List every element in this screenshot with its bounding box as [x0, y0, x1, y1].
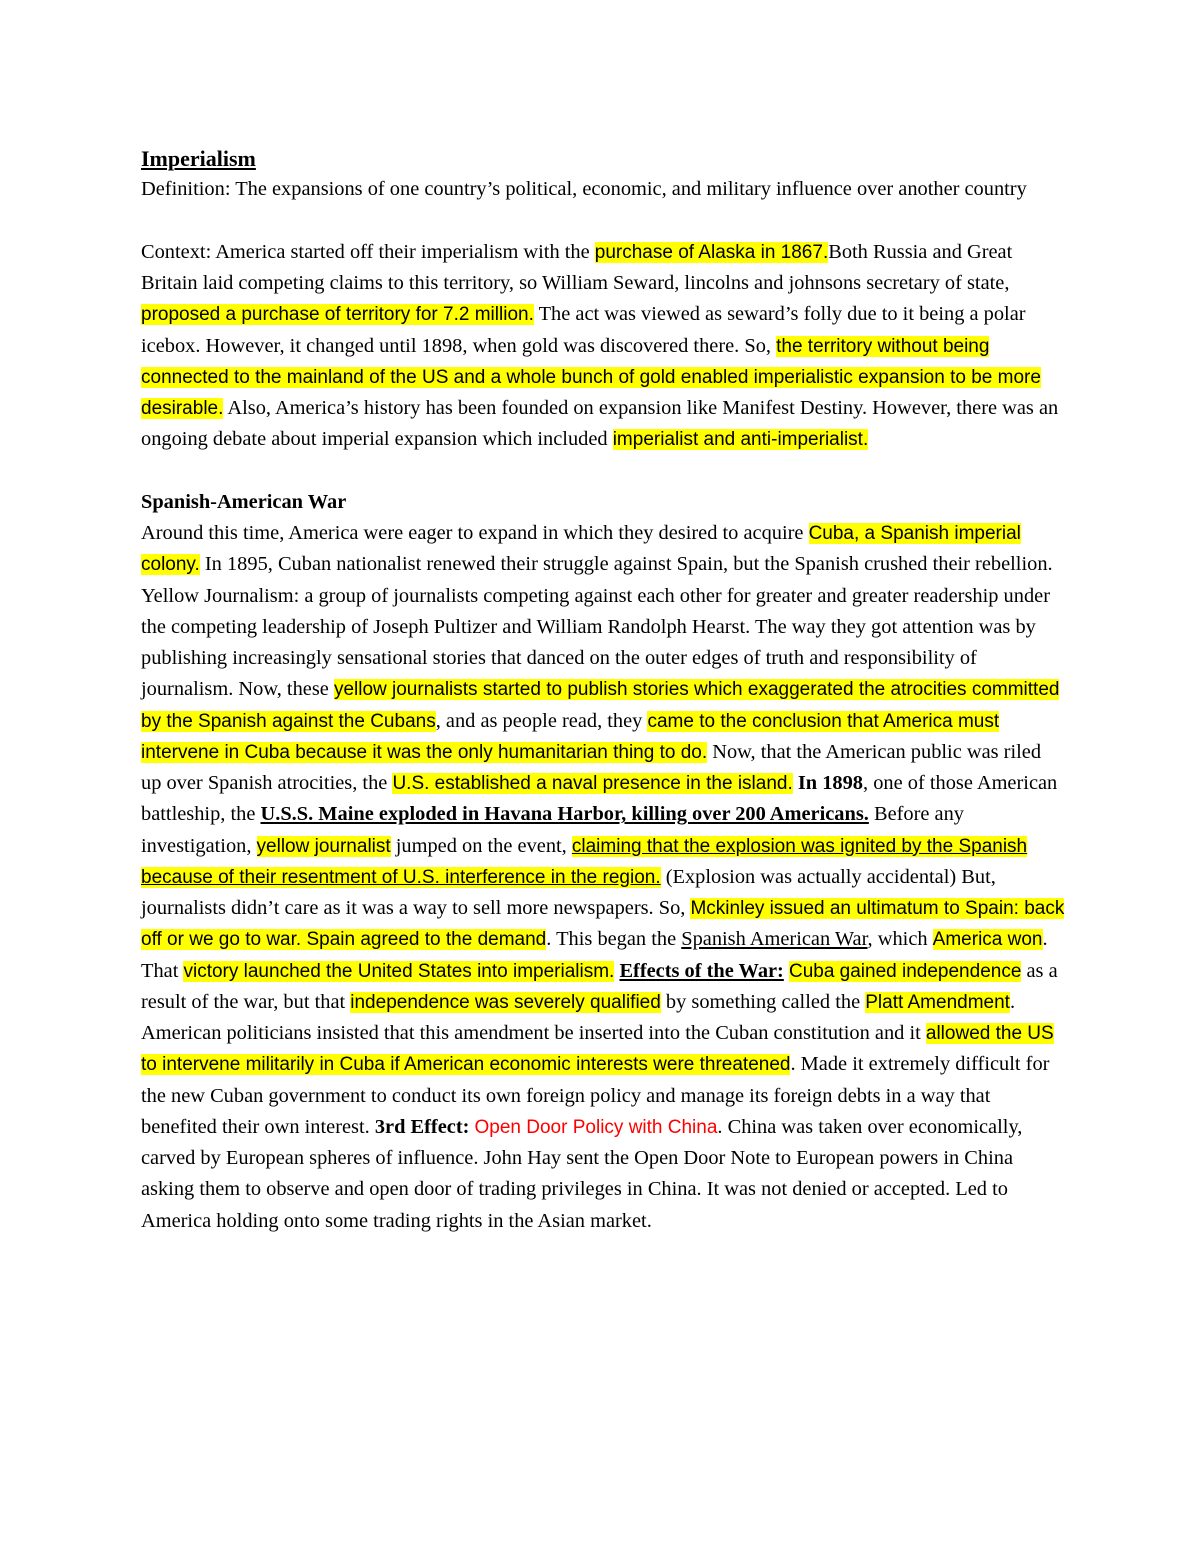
highlight-run: U.S. established a naval presence in the island. — [392, 773, 793, 794]
paragraph-gap — [141, 456, 1066, 487]
document-page — [141, 143, 1066, 1237]
highlight-run: independence was severely qualified — [350, 991, 661, 1013]
highlight-run: imperialist and anti-imperialist. — [612, 429, 869, 451]
text-run: , which — [867, 928, 933, 951]
definition-paragraph: Definition: The expansions of one country’s political, economic, and military influence over another country — [141, 178, 1027, 201]
bold-run: In 1898 — [792, 772, 864, 794]
highlight-run: Mckinley issued an ultimatum to Spain: back off or we go to war. Spain agreed to the demand — [141, 898, 1065, 951]
highlight-run: Cuba, a Spanish imperial colony. — [141, 523, 1021, 576]
document-title: Imperialism — [141, 146, 256, 171]
text-run: , and as people read, they — [435, 709, 648, 732]
red-text-run: Open Door Policy with China — [474, 1116, 718, 1138]
text-run: . That — [141, 928, 1048, 982]
text-run: , one of those American battleship, the — [141, 772, 1058, 826]
highlight-run: came to the conclusion that America must intervene in Cuba because it was the only humanitarian thing to do. — [141, 710, 1000, 763]
highlight-run: Cuba gained independence — [788, 960, 1022, 982]
paragraph-gap — [141, 206, 1066, 237]
highlight-run: yellow journalists started to publish stories which exaggerated the atrocities committed by the Spanish against the Cubans — [141, 679, 1060, 732]
highlight-run: purchase of Alaska in 1867. — [594, 241, 829, 263]
text-run: Around this time, America were eager to expand in which they desired to acquire — [141, 522, 809, 544]
text-run: as a result of the war, but that — [141, 959, 1058, 1013]
text-run: Context: America started off their imperialism with the — [141, 240, 595, 263]
text-run: Before any investigation, — [141, 803, 964, 857]
text-run: by something called the — [660, 990, 866, 1013]
bold-run: 3rd Effect: — [374, 1115, 470, 1138]
highlight-run: proposed a purchase of territory for 7.2 million. — [141, 304, 534, 326]
underline-run: Spanish American War — [681, 928, 868, 951]
bold-underline-run: Effects of the War: — [619, 959, 784, 982]
highlight-run: America won — [932, 929, 1043, 951]
text-run: The act was viewed as seward’s folly due to it being a polar icebox. However, it changed until 1898, when gold was discovered there. So, — [141, 303, 1026, 357]
text-run: Also, America’s history has been founded on expansion like Manifest Destiny. However, there was an ongoing debate about imperial expansion which included — [141, 397, 1059, 451]
bold-underline-run: U.S.S. Maine exploded in Havana Harbor, killing over 200 Americans. — [260, 803, 869, 826]
highlight-run: allowed the US to intervene militarily in Cuba if American economic interests were threatened — [141, 1023, 1054, 1076]
text-run: . American politicians insisted that this amendment be inserted into the Cuban constitution and it — [141, 990, 1016, 1044]
section-heading: Spanish-American War — [141, 490, 347, 513]
highlight-run: the territory without being connected to the mainland of the US and a whole bunch of gold enabled imperialistic expansion to be more desirable. — [141, 335, 1041, 419]
text-run: . This began the — [546, 928, 682, 951]
war-paragraph — [141, 518, 1066, 1237]
highlight-underline-run: claiming that the explosion was ignited by the Spanish because of their resentment of U.S. interference in the region. — [141, 835, 1028, 888]
text-run: Now, that the American public was riled up over Spanish atrocities, the — [141, 740, 1042, 794]
highlight-run: yellow journalist — [256, 835, 391, 857]
text-run: . China was taken over economically, carved by European spheres of influence. John Hay sent the Open Door Note to European powers in China asking them to observe and open door of trading privileges in China. It was not denied or accepted. Led to America holding onto some trading rights in the Asian market. — [141, 1115, 1023, 1232]
text-run: In 1895, Cuban nationalist renewed their struggle against Spain, but the Spanish crushed their rebellion. Yellow Journalism: a group of journalists competing against each other for greater and greater readership under the competing leadership of Joseph Pultizer and William Randolph Hearst. The way they got attention was by publishing increasingly sensational stories that danced on the outer edges of truth and responsibility of journalism. Now, these — [141, 553, 1053, 701]
context-paragraph — [141, 237, 1066, 456]
text-run: . Made it extremely difficult for the new Cuban government to conduct its own foreign policy and manage its foreign debts in a way that benefited their own interest. — [141, 1053, 1050, 1138]
highlight-run: victory launched the United States into imperialism. — [183, 960, 615, 982]
text-run: jumped on the event, — [390, 834, 572, 857]
text-run: (Explosion was actually accidental) But, journalists didn’t care as it was a way to sell more newspapers. So, — [141, 865, 996, 919]
highlight-run: Platt Amendment — [865, 991, 1010, 1013]
text-run: Both Russia and Great Britain laid competing claims to this territory, so William Seward, lincolns and johnsons secretary of state, — [141, 240, 1013, 294]
